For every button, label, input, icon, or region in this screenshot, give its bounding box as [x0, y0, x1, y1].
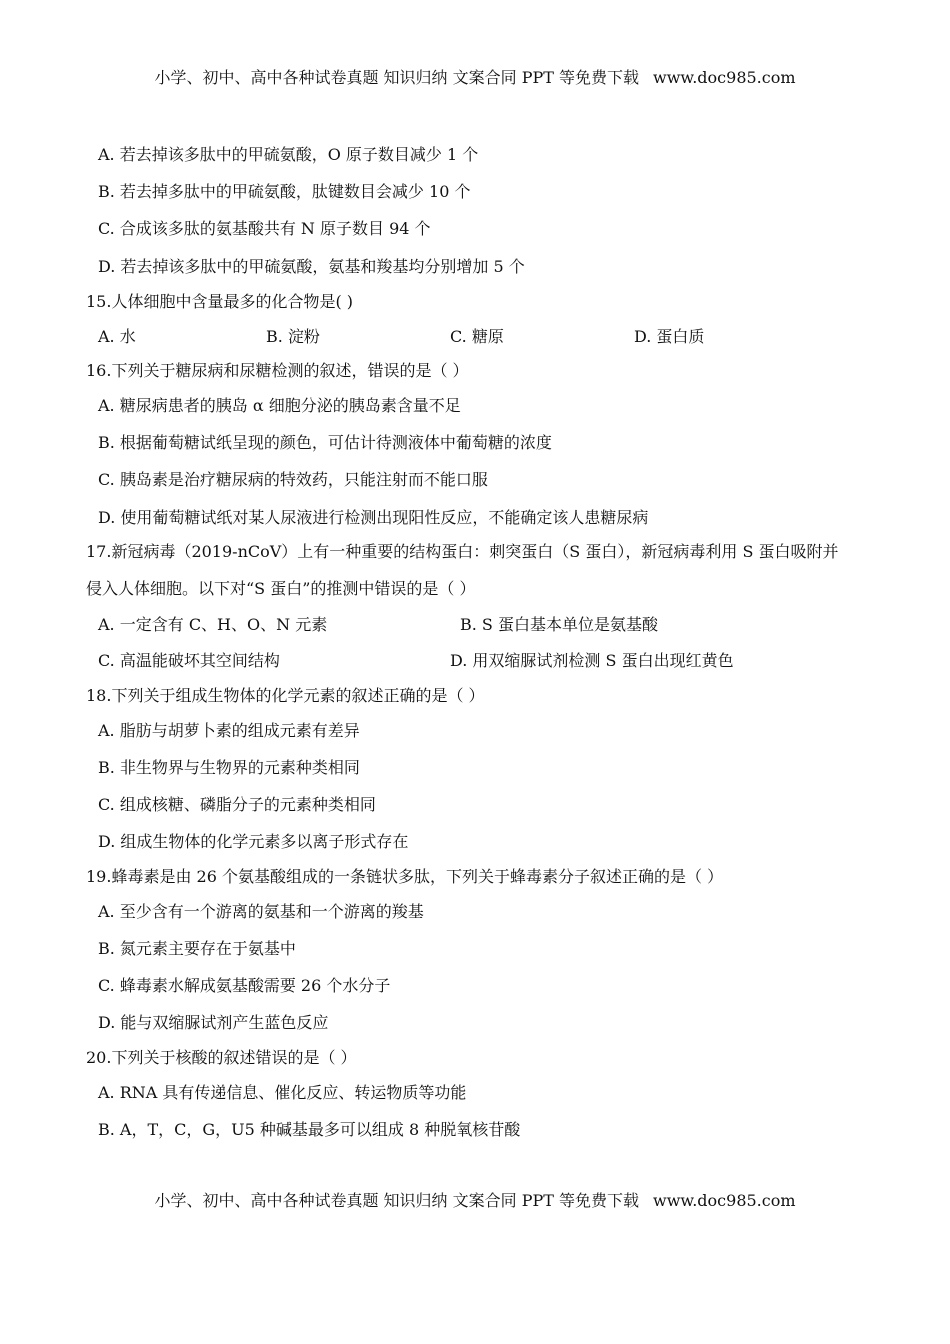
q17-option-d: D. 用双缩脲试剂检测 S 蛋白出现红黄色: [450, 651, 734, 670]
page-footer: [0, 1191, 950, 1211]
page-header: [0, 68, 950, 88]
q17-stem-line1: 17.新冠病毒（2019-nCoV）上有一种重要的结构蛋白：刺突蛋白（S 蛋白），新冠病毒利用 S 蛋白吸附并: [86, 542, 839, 561]
header-text: 小学、初中、高中各种试卷真题 知识归纳 文案合同 PPT 等免费下载: [154, 68, 640, 87]
q17-option-b: B. S 蛋白基本单位是氨基酸: [460, 615, 658, 634]
q16-stem: 16.下列关于糖尿病和尿糖检测的叙述，错误的是（ ）: [86, 361, 469, 380]
q16-option-d: D. 使用葡萄糖试纸对某人尿液进行检测出现阳性反应，不能确定该人患糖尿病: [98, 508, 649, 527]
q19-option-d: D. 能与双缩脲试剂产生蓝色反应: [98, 1013, 329, 1032]
q18-option-c: C. 组成核糖、磷脂分子的元素种类相同: [98, 795, 376, 814]
q15-option-a: A. 水: [98, 327, 136, 346]
q20-stem: 20.下列关于核酸的叙述错误的是（ ）: [86, 1048, 357, 1067]
q19-option-b: B. 氮元素主要存在于氨基中: [98, 939, 296, 958]
footer-text: 小学、初中、高中各种试卷真题 知识归纳 文案合同 PPT 等免费下载: [154, 1191, 640, 1210]
q18-option-b: B. 非生物界与生物界的元素种类相同: [98, 758, 360, 777]
q19-stem: 19.蜂毒素是由 26 个氨基酸组成的一条链状多肽，下列关于蜂毒素分子叙述正确的是（ ）: [86, 867, 724, 886]
q16-option-a: A. 糖尿病患者的胰岛 α 细胞分泌的胰岛素含量不足: [98, 396, 461, 415]
q16-option-b: B. 根据葡萄糖试纸呈现的颜色，可估计待测液体中葡萄糖的浓度: [98, 433, 552, 452]
q15-option-b: B. 淀粉: [266, 327, 320, 346]
header-url: www.doc985.com: [653, 68, 796, 87]
q15-option-d: D. 蛋白质: [634, 327, 705, 346]
q20-option-a: A. RNA 具有传递信息、催化反应、转运物质等功能: [98, 1083, 467, 1102]
q16-option-c: C. 胰岛素是治疗糖尿病的特效药，只能注射而不能口服: [98, 470, 488, 489]
q14-option-d: D. 若去掉该多肽中的甲硫氨酸，氨基和羧基均分别增加 5 个: [98, 257, 525, 276]
q14-option-c: C. 合成该多肽的氨基酸共有 N 原子数目 94 个: [98, 219, 431, 238]
q14-option-b: B. 若去掉多肽中的甲硫氨酸，肽键数目会减少 10 个: [98, 182, 471, 201]
q19-option-a: A. 至少含有一个游离的氨基和一个游离的羧基: [98, 902, 424, 921]
q17-option-a: A. 一定含有 C、H、O、N 元素: [98, 615, 328, 634]
q15-stem: 15.人体细胞中含量最多的化合物是( ): [86, 292, 354, 311]
q14-option-a: A. 若去掉该多肽中的甲硫氨酸，O 原子数目减少 1 个: [98, 145, 479, 164]
q20-option-b: B. A，T，C，G，U5 种碱基最多可以组成 8 种脱氧核苷酸: [98, 1120, 521, 1139]
footer-url: www.doc985.com: [653, 1191, 796, 1210]
q18-option-d: D. 组成生物体的化学元素多以离子形式存在: [98, 832, 409, 851]
q18-option-a: A. 脂肪与胡萝卜素的组成元素有差异: [98, 721, 360, 740]
q19-option-c: C. 蜂毒素水解成氨基酸需要 26 个水分子: [98, 976, 391, 995]
q18-stem: 18.下列关于组成生物体的化学元素的叙述正确的是（ ）: [86, 686, 485, 705]
q17-option-c: C. 高温能破坏其空间结构: [98, 651, 280, 670]
q15-option-c: C. 糖原: [450, 327, 504, 346]
q17-stem-line2: 侵入人体细胞。以下对“S 蛋白”的推测中错误的是（ ）: [86, 579, 476, 598]
